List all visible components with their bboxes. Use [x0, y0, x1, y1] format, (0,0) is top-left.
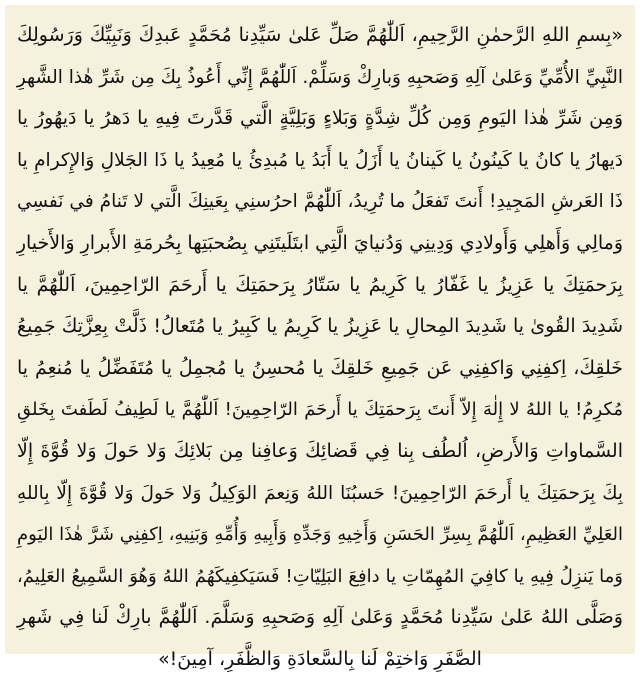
- text-line: وَما يَنزِلُ فِيهِ يا كافِيَ المُهِمّاتِ يا دافِعَ البَلِيّاتِ! فَسَيَكفِيكَهُمُ اللهُ وَهُوَ السَّمِيعُ العَلِيمُ،: [17, 565, 623, 587]
- text-line: دَيهارُ يا كانُ يا كَينُونُ يا كَينانُ يا أَزَلُ يا أَبَدُ يا مُبدِئُ يا مُعِيدُ يا ذَا الجَلالِ وَالإِكرامِ يا: [17, 149, 623, 171]
- text-line: السَّماواتِ وَالأَرضِ، اُلطُف بِنا فِي قَضائِكَ وَعافِنا مِن بَلائِكَ وَلا حَولَ وَلا قُوَّةَ إِلّا: [17, 439, 623, 462]
- text-line: مُكرِمُ! يا اللهُ لا إِلٰهَ إِلاّ أَنتَ بِرَحمَتِكَ يا أَرحَمَ الرّاحِمِينَ! اَللّٰهُمَّ يا لَطِيفُ لَطَفتَ بِخَلقِ: [17, 399, 623, 421]
- text-line: بِرَحمَتِكَ يا عَزِيزُ يا غَفّارُ يا كَرِيمُ يا سَتّارُ بِرَحمَتِكَ يا أَرحَمَ الرّاحِمِينَ، اَللّٰهُمَّ يا: [17, 273, 623, 296]
- text-line: خَلقِكَ، اِكفِنِي وَاكفِنِي عَن جَمِيعِ خَلقِكَ يا مُحسِنُ يا مُجمِلُ يا مُتَفَضِّلُ يا مُنعِمُ يا: [17, 356, 623, 379]
- text-line: وَصَلَّى اللهُ عَلىٰ سَيِّدِنا مُحَمَّدٍ وَعَلىٰ آلِهِ وَصَحبِهِ وَسَلَّمَ. اَللّٰهُمَّ بارِكْ لَنا فِي شَهرِ: [17, 606, 623, 629]
- text-line: شَدِيدَ القُوىٰ يا شَدِيدَ المِحالِ يا عَزِيزُ يا كَرِيمُ يا كَبِيرُ يا مُتَعالُ! ذَلَّتْ بِعِزَّتِكَ جَمِيعُ: [17, 315, 623, 338]
- text-line: «بِسمِ اللهِ الرَّحمٰنِ الرَّحِيمِ، اَللّٰهُمَّ صَلِّ عَلىٰ سَيِّدِنا مُحَمَّدٍ عَبدِكَ وَنَبِيِّكَ وَرَسُولِكَ: [17, 24, 623, 46]
- text-line: العَلِيِّ العَظِيمِ، اَللّٰهُمَّ بِسِرِّ الحَسَنِ وَأَخِيهِ وَجَدِّهِ وَأَبِيهِ وَأُمِّهِ وَبَنِيهِ، اِكفِنِي شَرَّ هٰذَا اليَومِ: [17, 524, 623, 546]
- text-line: النَّبِيِّ الأُمِّيِّ وَعَلىٰ آلِهِ وَصَحبِهِ وَبارِكْ وَسَلِّمْ. اَللّٰهُمَّ إِنِّي أَعُوذُ بِكَ مِن شَرِّ هٰذا الشَّهرِ: [16, 66, 623, 88]
- document-page: [5, 5, 635, 670]
- text-line: وَمالِي وَأَهلِي وَأَولادِي وَدِينِي وَدُنيايَ الَّتِي ابتَلَيتَنِي بِصُحبَتِها بِحُرمَةِ الأَبرارِ وَالأَخيارِ: [16, 231, 623, 254]
- text-line: بِكَ بِرَحمَتِكَ يا أَرحَمَ الرّاحِمِينَ! حَسبُنَا اللهُ وَنِعمَ الوَكِيلُ وَلا حَولَ وَلا قُوَّةَ إِلّا بِاللهِ: [17, 482, 623, 504]
- text-line: ذَا العَرشِ المَجِيدِ! أَنتَ تَفعَلُ ما تُرِيدُ، اَللّٰهُمَّ احرُسنِي بِعَينِكَ الَّتي لا تَنامُ في نَفسِي: [17, 191, 623, 213]
- text-line: وَمِن شَرِّ هٰذا اليَومِ وَمِن كُلِّ شِدَّةٍ وَبَلاءٍ وَبَلِيَّةٍ الَّتي قَدَّرتَ فِيهِ يا دَهرُ يا دَيهُورُ يا: [17, 107, 623, 130]
- text-line-final: الصَّفَرِ وَاختِمْ لَنا بِالسَّعادَةِ وَالظَّفَرِ، آمِينَ!»: [158, 647, 482, 670]
- prayer-text-block: [16, 15, 623, 670]
